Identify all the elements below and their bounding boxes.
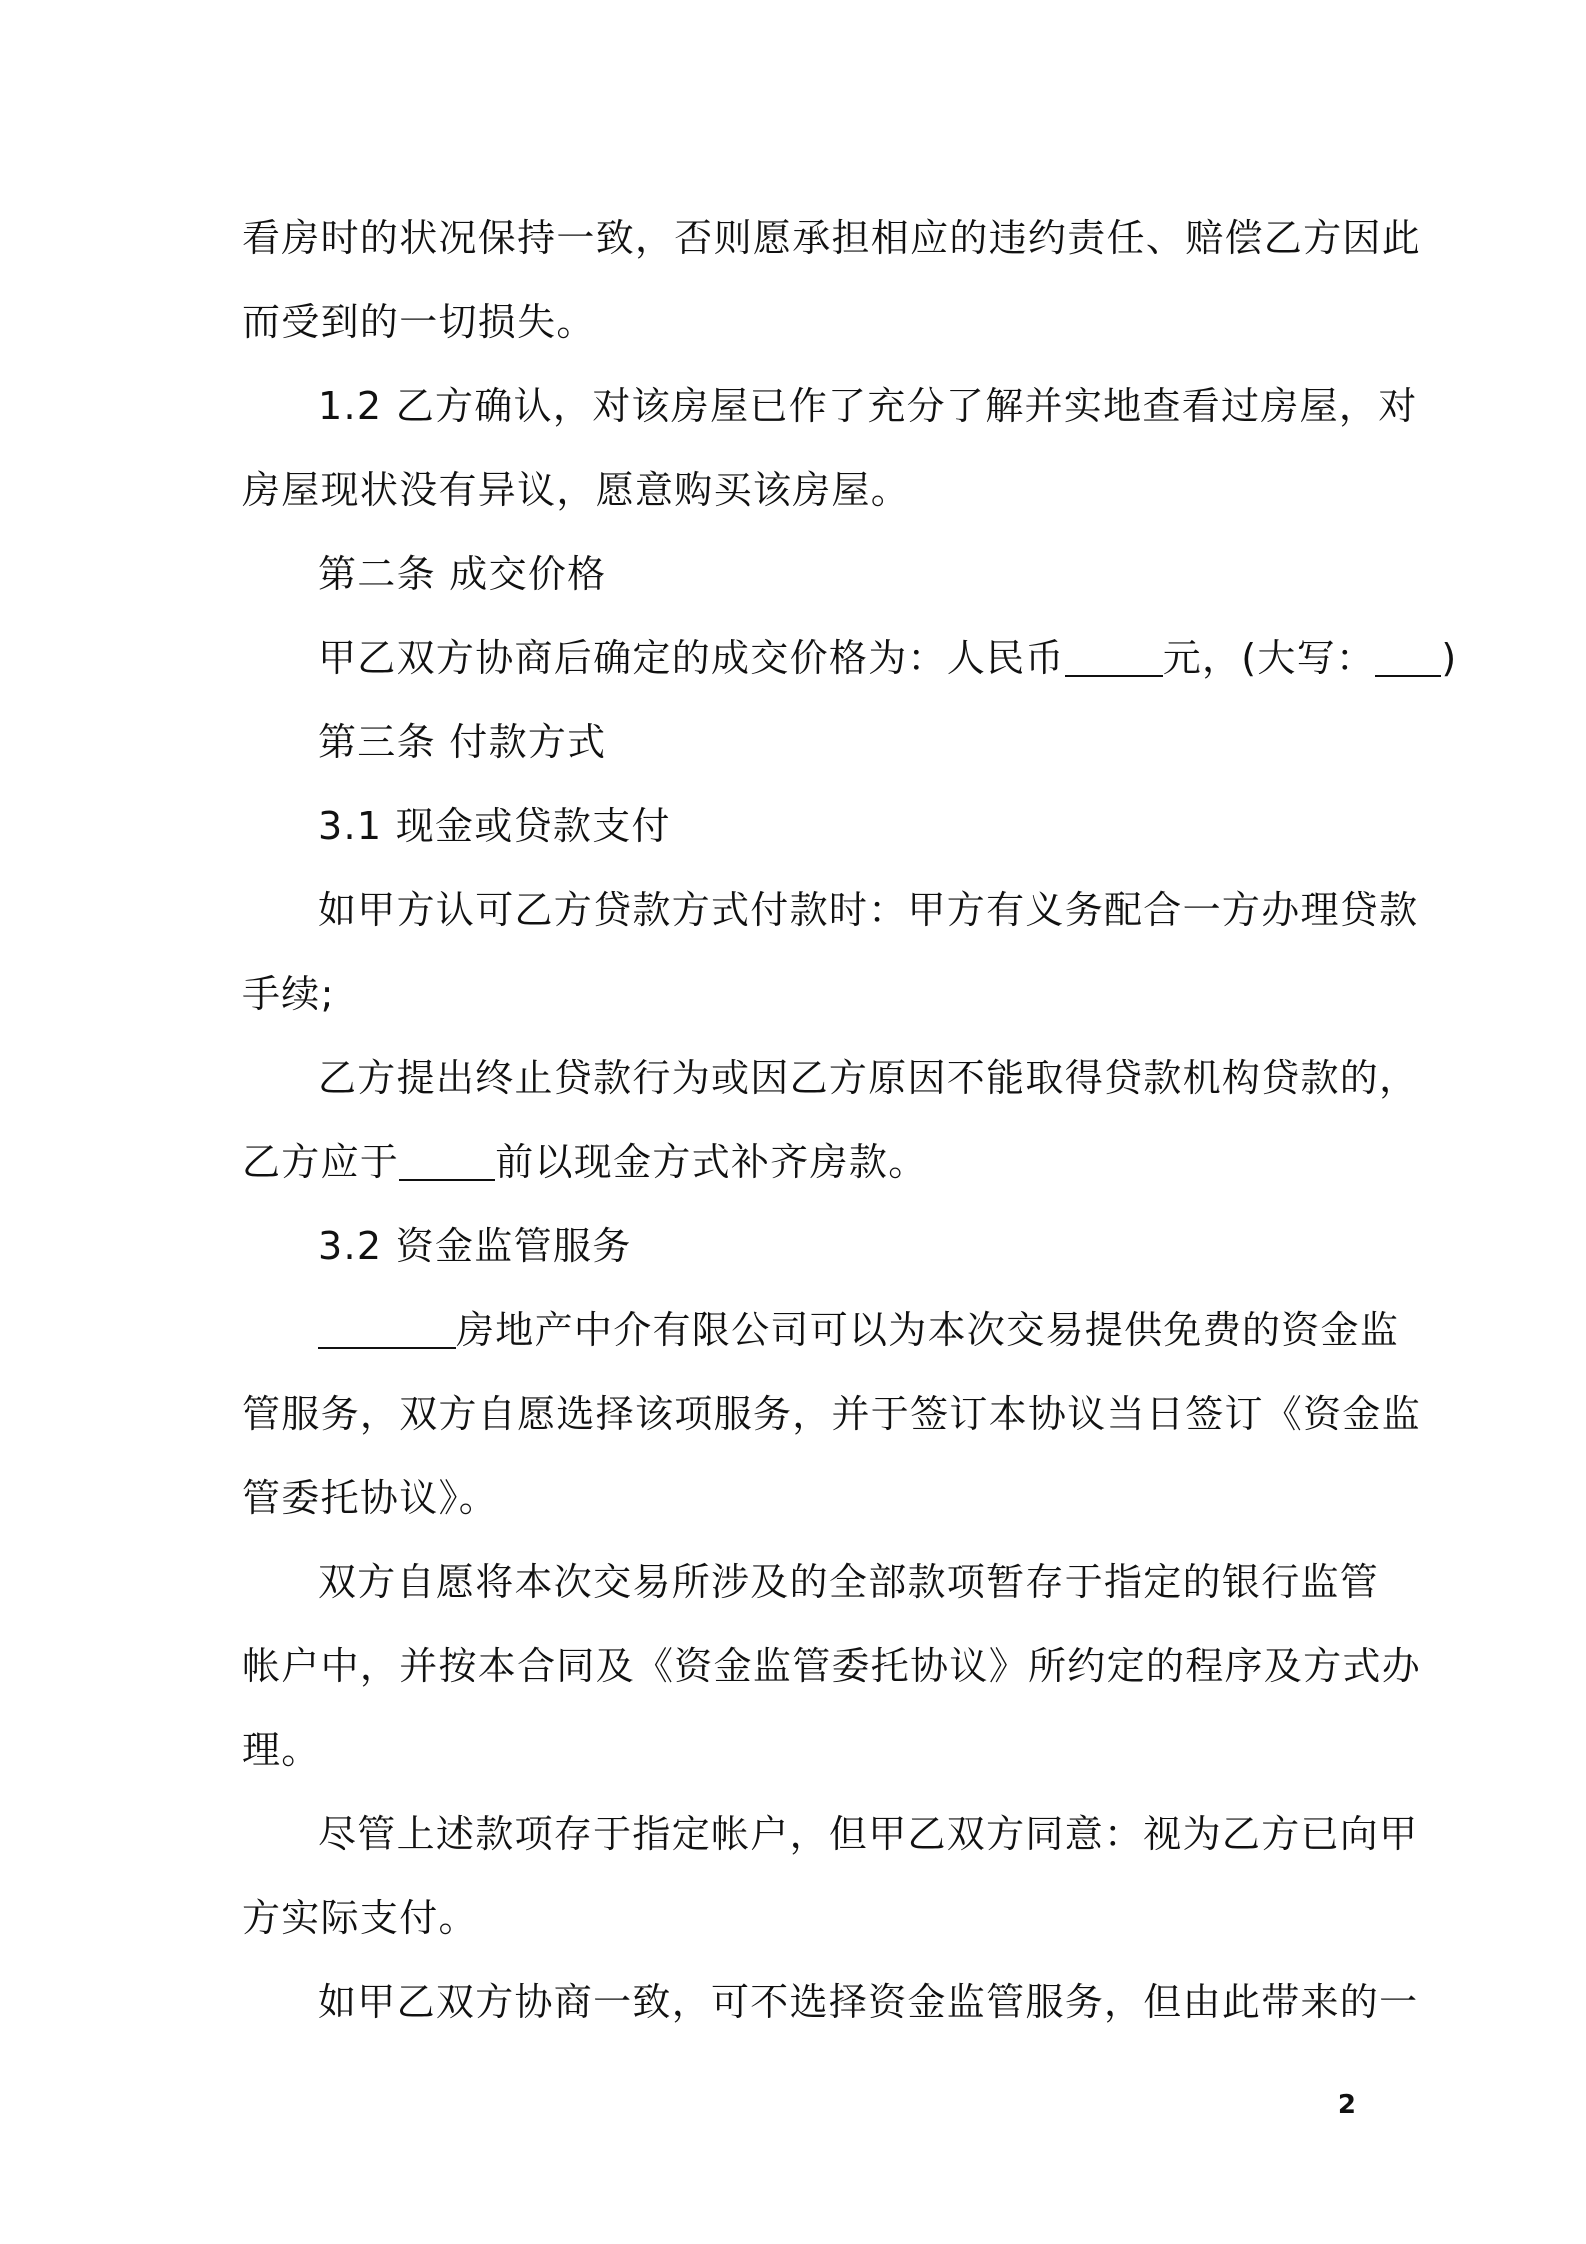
paragraph-line: 而受到的一切损失。 (242, 300, 596, 344)
paragraph-line: 尽管上述款项存于指定帐户，但甲乙双方同意：视为乙方已向甲 (318, 1812, 1419, 1856)
agent-name-blank[interactable] (318, 1309, 456, 1349)
paragraph-line: 管委托协议》。 (242, 1476, 499, 1520)
paragraph-line: 如甲乙双方协商一致，可不选择资金监管服务，但由此带来的一 (318, 1980, 1419, 2024)
agent-line (242, 1288, 1400, 1372)
agent-text-after: 房地产中介有限公司可以为本次交易提供免费的资金监 (456, 1308, 1400, 1352)
deadline-blank[interactable] (399, 1141, 495, 1181)
price-text-after: ) (1441, 636, 1458, 680)
paragraph-line: 双方自愿将本次交易所涉及的全部款项暂存于指定的银行监管 (318, 1560, 1380, 1604)
paragraph-line: 乙方提出终止贷款行为或因乙方原因不能取得贷款机构贷款的， (318, 1056, 1419, 1100)
clause-3-2-heading: 3.2 资金监管服务 (318, 1224, 632, 1268)
price-blank[interactable] (1065, 637, 1163, 677)
page-number: 2 (1337, 2090, 1356, 2120)
paragraph-line: 房屋现状没有异议，愿意购买该房屋。 (242, 468, 911, 512)
deadline-text-before: 乙方应于 (242, 1140, 400, 1184)
article-2-heading: 第二条 成交价格 (318, 552, 607, 596)
clause-3-1-heading: 3.1 现金或贷款支付 (318, 804, 671, 848)
clause-1-2-line: 1.2 乙方确认，对该房屋已作了充分了解并实地查看过房屋，对 (318, 384, 1418, 428)
paragraph-line: 管服务，双方自愿选择该项服务，并于签订本协议当日签订《资金监 (242, 1392, 1422, 1436)
paragraph-line: 看房时的状况保持一致，否则愿承担相应的违约责任、赔偿乙方因此 (242, 216, 1422, 260)
paragraph-line: 帐户中，并按本合同及《资金监管委托协议》所约定的程序及方式办 (242, 1644, 1422, 1688)
price-text-before: 甲乙双方协商后确定的成交价格为：人民币 (318, 636, 1065, 680)
deadline-text-after: 前以现金方式补齐房款。 (495, 1140, 928, 1184)
price-line (242, 616, 1458, 700)
price-text-middle: 元，(大写： (1162, 636, 1376, 680)
paragraph-line: 手续; (242, 972, 335, 1016)
price-uppercase-blank[interactable] (1375, 637, 1441, 677)
paragraph-line: 理。 (242, 1728, 321, 1772)
paragraph-line: 如甲方认可乙方贷款方式付款时：甲方有义务配合一方办理贷款 (318, 888, 1419, 932)
document-body (242, 196, 1458, 2044)
article-3-heading: 第三条 付款方式 (318, 720, 607, 764)
paragraph-line: 方实际支付。 (242, 1896, 478, 1940)
payment-deadline-line (242, 1120, 1362, 1204)
